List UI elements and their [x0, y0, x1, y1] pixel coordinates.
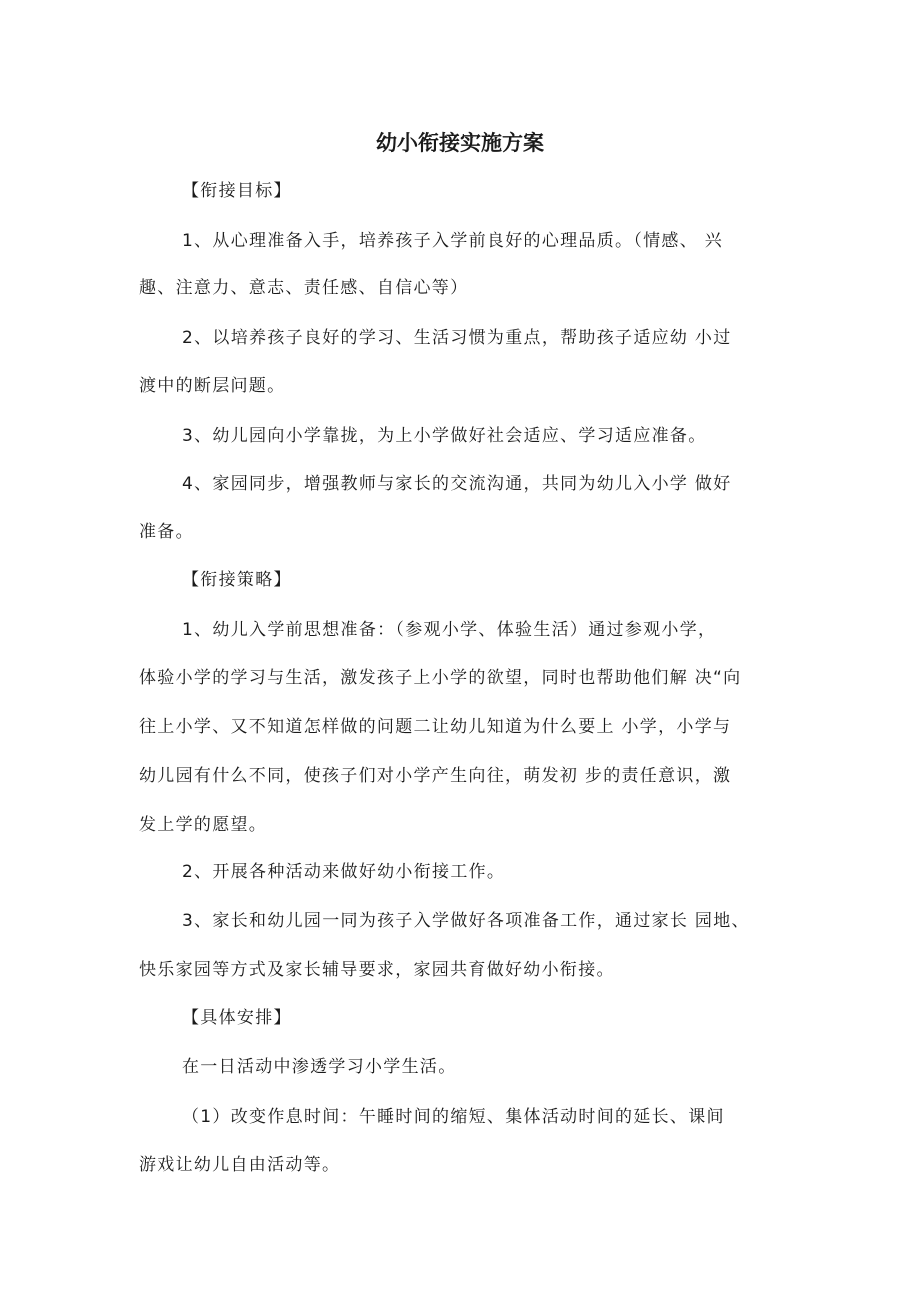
paragraph-line: 游戏让幼儿自由活动等。 — [139, 1155, 341, 1175]
paragraph-line: 在一日活动中渗透学习小学生活。 — [182, 1057, 457, 1077]
paragraph-line: 准备。 — [139, 522, 194, 542]
paragraph-line: 幼儿园有什么不同，使孩子们对小学产生向往，萌发初 步的责任意识，激 — [139, 766, 732, 786]
paragraph-line: 快乐家园等方式及家长辅导要求，家园共育做好幼小衔接。 — [139, 960, 615, 980]
paragraph-line: （1）改变作息时间：午睡时间的缩短、集体活动时间的延长、课间 — [182, 1107, 725, 1127]
section-heading-arrangement: 【具体安排】 — [182, 1008, 292, 1028]
paragraph-line: 体验小学的学习与生活，激发孩子上小学的欲望，同时也帮助他们解 决“向 — [139, 668, 742, 688]
paragraph-line: 1、从心理准备入手，培养孩子入学前良好的心理品质。（情感、 兴 — [182, 231, 724, 251]
paragraph-line: 2、开展各种活动来做好幼小衔接工作。 — [182, 862, 506, 882]
paragraph-line: 往上小学、又不知道怎样做的问题二让幼儿知道为什么要上 小学，小学与 — [139, 717, 732, 737]
paragraph-line: 渡中的断层问题。 — [139, 376, 286, 396]
paragraph-line: 趣、注意力、意志、责任感、自信心等） — [139, 278, 469, 298]
paragraph-line: 3、幼儿园向小学靠拢，为上小学做好社会适应、学习适应准备。 — [182, 426, 707, 446]
paragraph-line: 发上学的愿望。 — [139, 815, 268, 835]
document-title: 幼小衔接实施方案 — [376, 131, 544, 155]
paragraph-line: 3、家长和幼儿园一同为孩子入学做好各项准备工作，通过家长 园地、 — [182, 911, 750, 931]
paragraph-line: 2、以培养孩子良好的学习、生活习惯为重点，帮助孩子适应幼 小过 — [182, 328, 732, 348]
section-heading-goals: 【衔接目标】 — [182, 181, 292, 201]
section-heading-strategy: 【衔接策略】 — [182, 570, 292, 590]
paragraph-line: 4、家园同步，增强教师与家长的交流沟通，共同为幼儿入小学 做好 — [182, 474, 732, 494]
paragraph-line: 1、幼儿入学前思想准备：（参观小学、体验生活）通过参观小学， — [182, 620, 717, 640]
